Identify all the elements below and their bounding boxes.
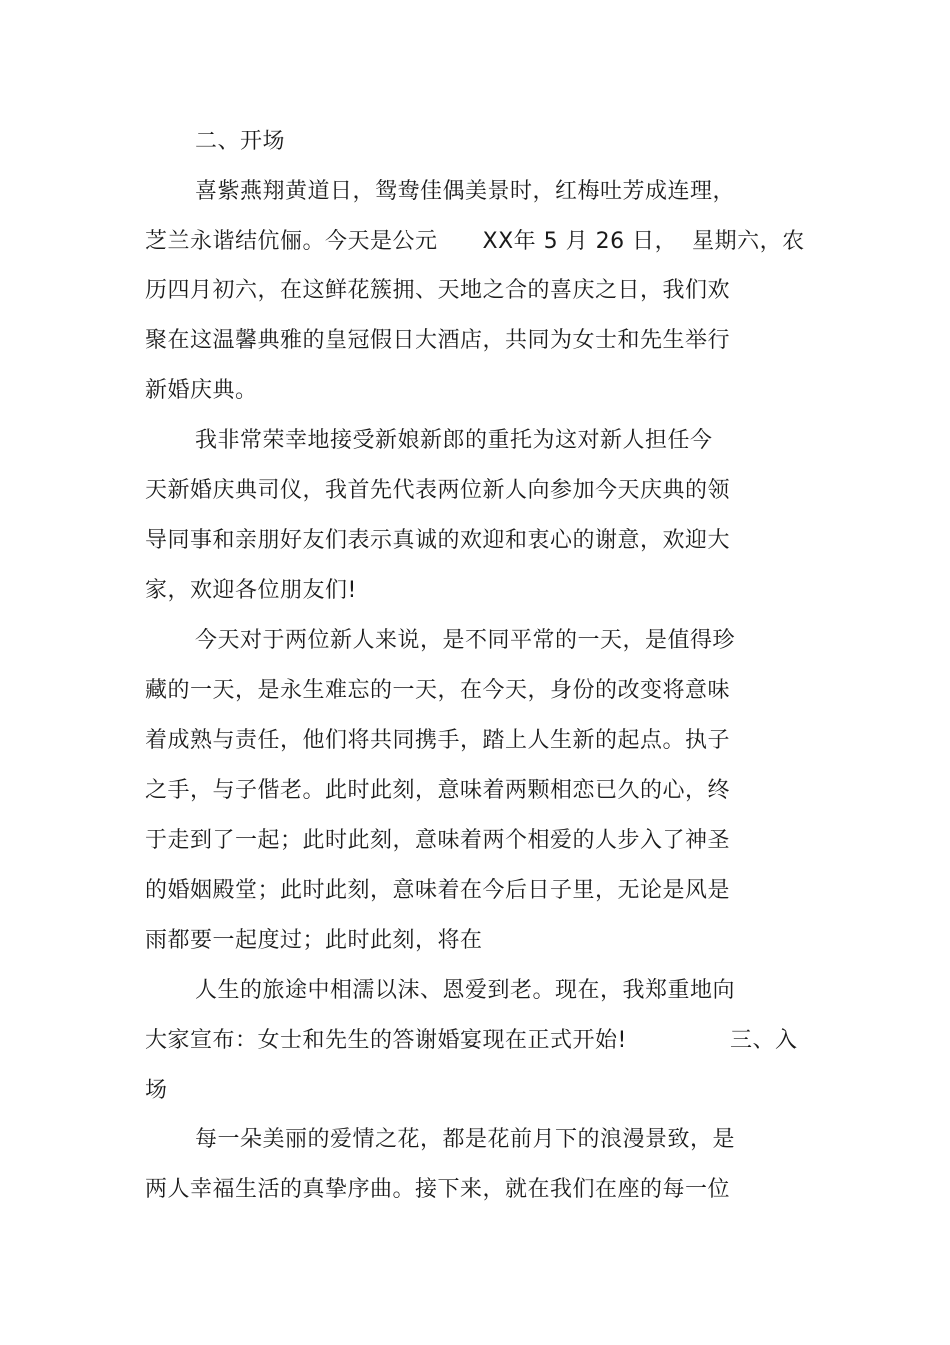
paragraph-line: 天新婚庆典司仪，我首先代表两位新人向参加今天庆典的领	[145, 478, 731, 503]
paragraph-line: 芝兰永谐结伉俪。今天是公元 XX年 5 月 26 日， 星期六，农	[145, 229, 805, 254]
paragraph-line: 我非常荣幸地接受新娘新郎的重托为这对新人担任今	[195, 428, 713, 453]
paragraph-line: 历四月初六，在这鲜花簇拥、天地之合的喜庆之日，我们欢	[145, 278, 731, 303]
paragraph-line: 聚在这温馨典雅的皇冠假日大酒店，共同为女士和先生举行	[145, 328, 731, 353]
paragraph-line: 新婚庆典。	[145, 378, 258, 403]
paragraph-line: 导同事和亲朋好友们表示真诚的欢迎和衷心的谢意，欢迎大	[145, 528, 731, 553]
paragraph-line: 的婚姻殿堂；此时此刻，意味着在今后日子里，无论是风是	[145, 878, 731, 903]
section-heading-entrance: 三、入	[730, 1028, 798, 1053]
paragraph-line: 每一朵美丽的爱情之花，都是花前月下的浪漫景致，是	[195, 1127, 736, 1152]
section-heading-opening: 二、开场	[195, 129, 286, 154]
paragraph-line: 大家宣布：女士和先生的答谢婚宴现在正式开始!	[145, 1028, 627, 1053]
paragraph-line: 藏的一天，是永生难忘的一天，在今天，身份的改变将意味	[145, 678, 731, 703]
paragraph-line: 今天对于两位新人来说，是不同平常的一天，是值得珍	[195, 628, 736, 653]
section-heading-entrance-continued: 场	[145, 1078, 168, 1103]
paragraph-line: 人生的旅途中相濡以沫、恩爱到老。现在，我郑重地向	[195, 978, 736, 1003]
paragraph-line: 喜紫燕翔黄道日，鸳鸯佳偶美景时，红梅吐芳成连理，	[195, 179, 736, 204]
paragraph-line: 着成熟与责任，他们将共同携手，踏上人生新的起点。执子	[145, 728, 731, 753]
paragraph-line: 之手，与子偕老。此时此刻，意味着两颗相恋已久的心，终	[145, 778, 731, 803]
paragraph-line: 于走到了一起；此时此刻，意味着两个相爱的人步入了神圣	[145, 828, 731, 853]
paragraph-line: 家，欢迎各位朋友们!	[145, 578, 357, 603]
paragraph-line: 雨都要一起度过；此时此刻，将在	[145, 928, 483, 953]
paragraph-line: 两人幸福生活的真挚序曲。接下来，就在我们在座的每一位	[145, 1177, 731, 1202]
